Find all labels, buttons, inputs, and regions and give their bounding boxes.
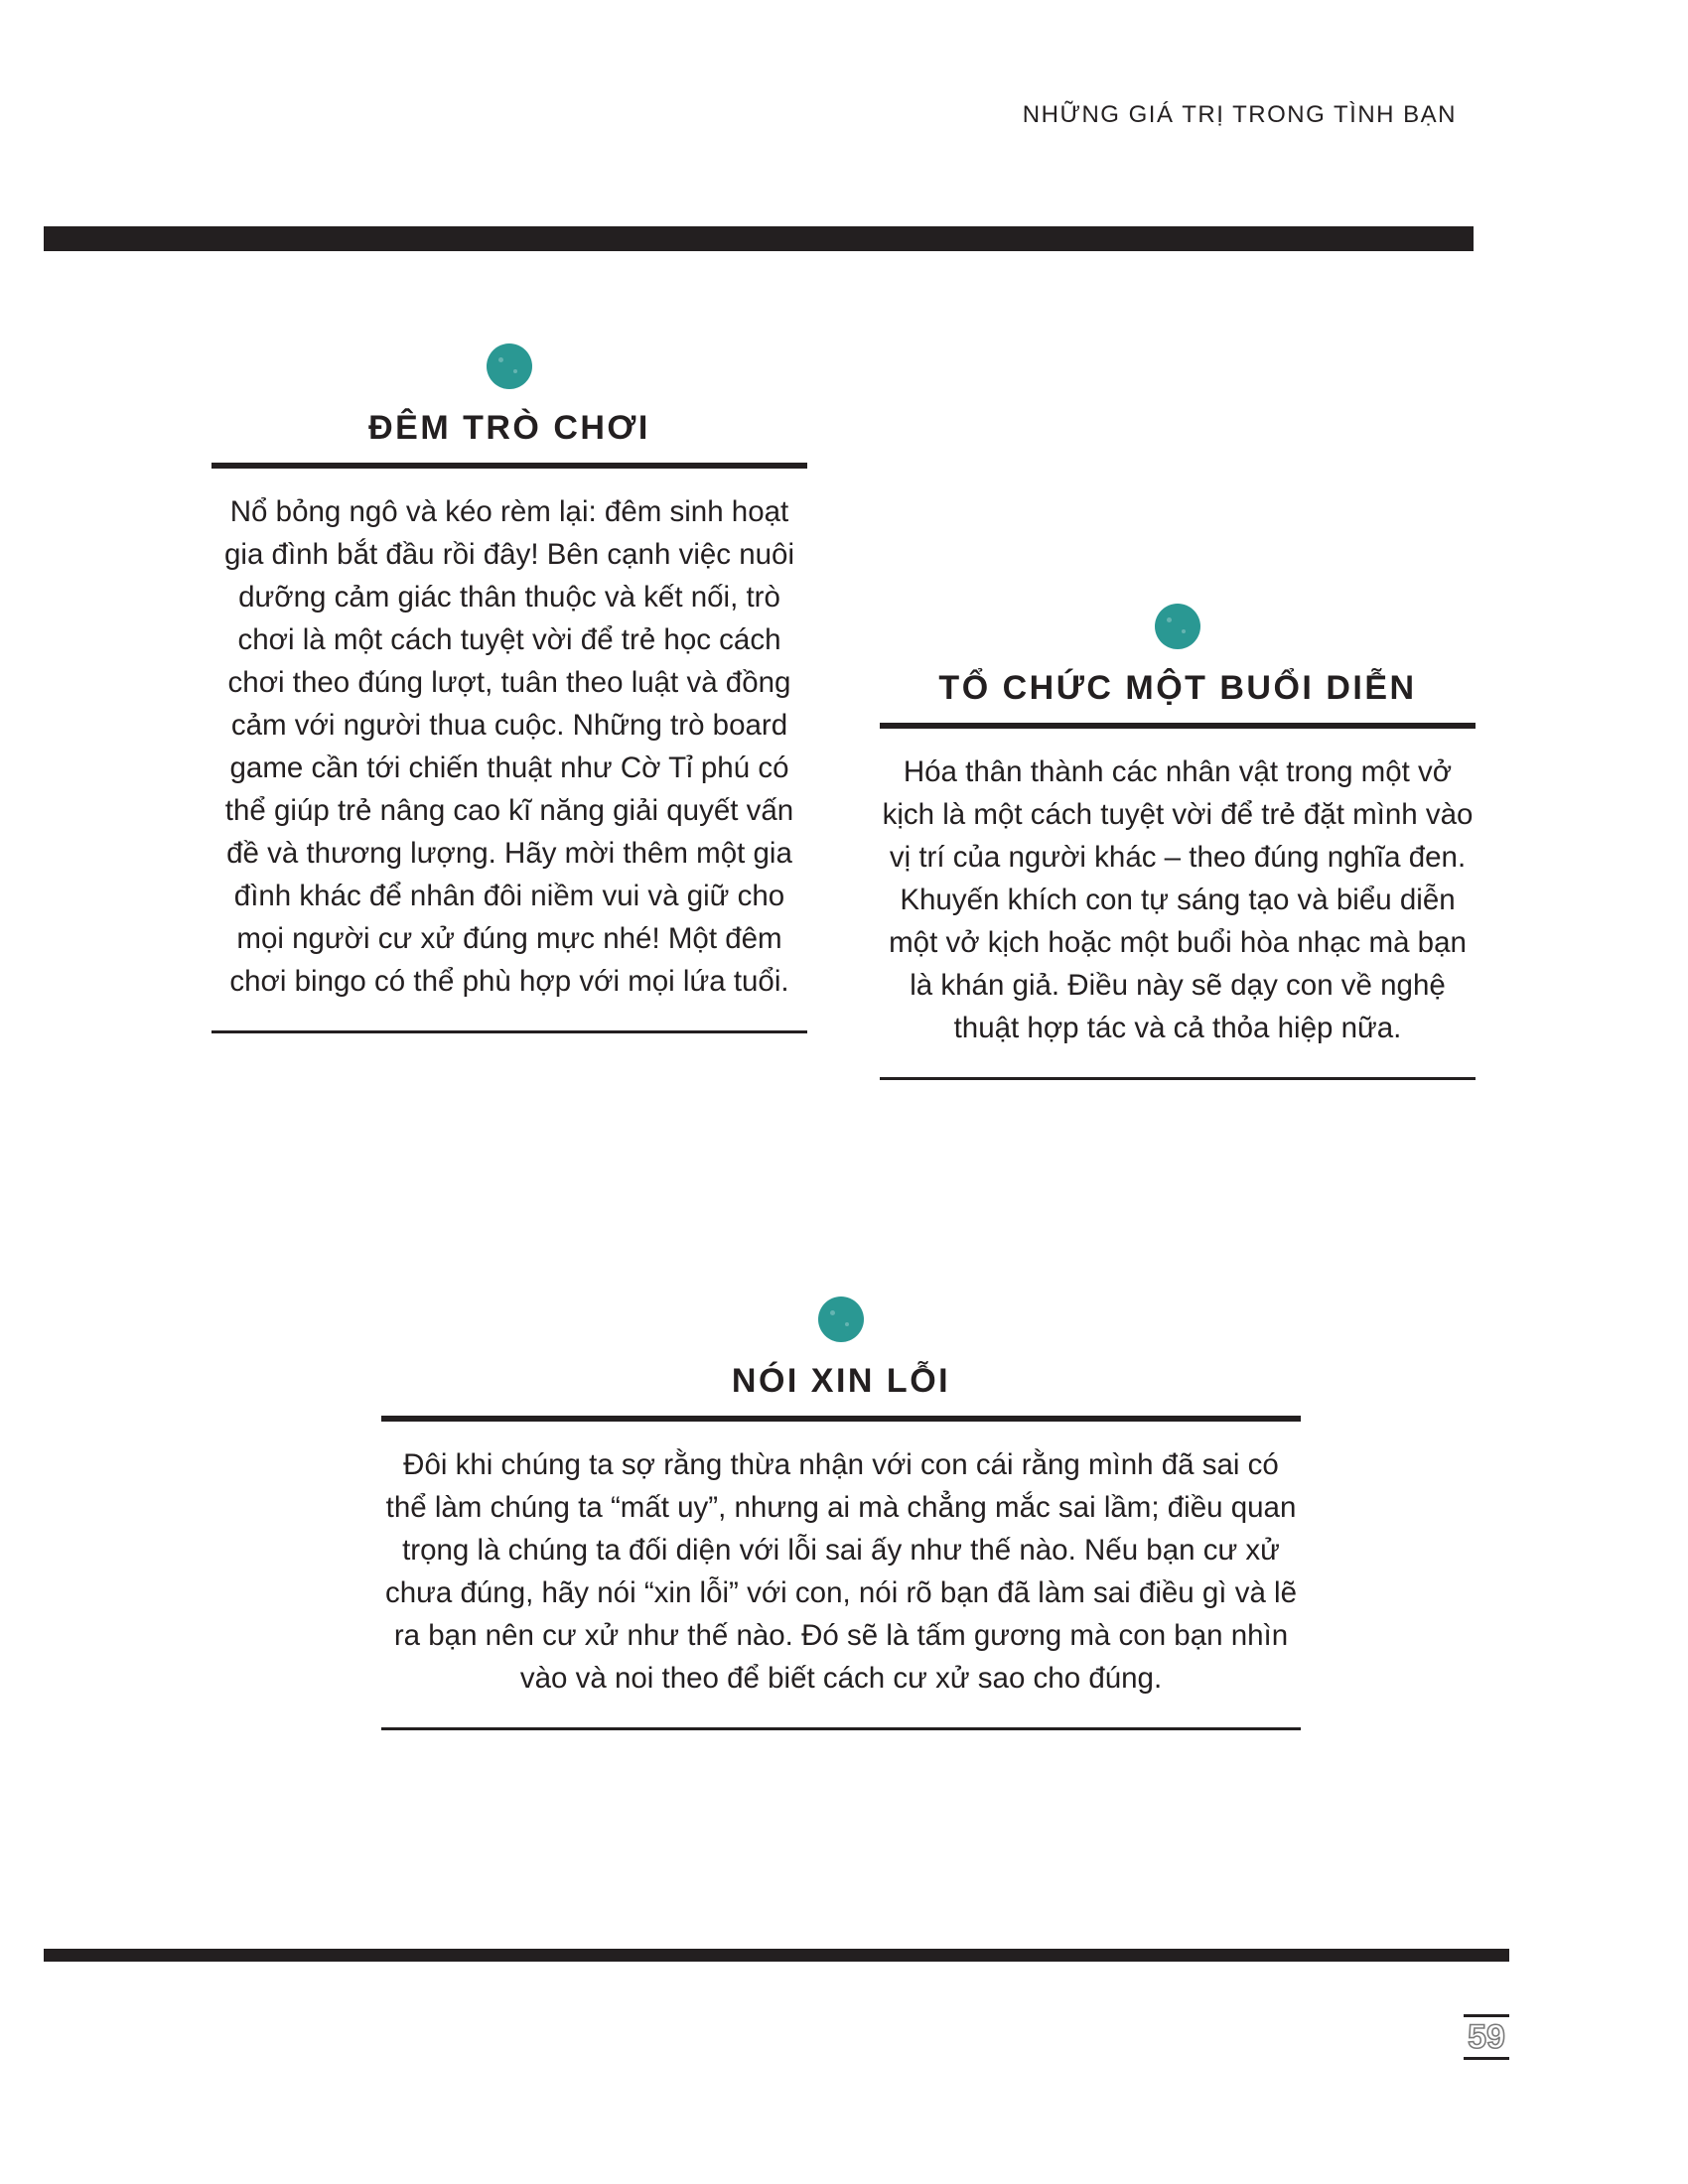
section-performance bbox=[880, 604, 1476, 1080]
section-title: TỔ CHỨC MỘT BUỔI DIỄN bbox=[880, 666, 1476, 729]
section-title: NÓI XIN LỖI bbox=[381, 1359, 1301, 1422]
teal-dot-icon bbox=[818, 1297, 864, 1342]
section-title: ĐÊM TRÒ CHƠI bbox=[211, 406, 807, 469]
section-body: Nổ bỏng ngô và kéo rèm lại: đêm sinh hoạt gia đình bắt đầu rồi đây! Bên cạnh việc nuôi dưỡng cảm giác thân thuộc và kết nối, trò chơi là một cách tuyệt vời để trẻ học cách chơi theo đúng lượt, tuân theo luật và đồng cảm với người thua cuộc. Những trò board game cần tới chiến thuật như Cờ Tỉ phú có thể giúp trẻ nâng cao kĩ năng giải quyết vấn đề và thương lượng. Hãy mời thêm một gia đình khác để nhân đôi niềm vui và giữ cho mọi người cư xử đúng mực nhé! Một đêm chơi bingo có thể phù hợp với mọi lứa tuổi. bbox=[211, 469, 807, 1033]
section-body: Đôi khi chúng ta sợ rằng thừa nhận với con cái rằng mình đã sai có thể làm chúng ta “mất uy”, nhưng ai mà chẳng mắc sai lầm; điều quan trọng là chúng ta đối diện với lỗi sai ấy như thế nào. Nếu bạn cư xử chưa đúng, hãy nói “xin lỗi” với con, nói rõ bạn đã làm sai điều gì và lẽ ra bạn nên cư xử như thế nào. Đó sẽ là tấm gương mà con bạn nhìn vào và noi theo để biết cách cư xử sao cho đúng. bbox=[381, 1422, 1301, 1730]
teal-dot-icon bbox=[1155, 604, 1200, 649]
page-number: 59 bbox=[1464, 2014, 1509, 2060]
section-apology bbox=[381, 1297, 1301, 1730]
teal-dot-icon bbox=[487, 343, 532, 389]
section-body: Hóa thân thành các nhân vật trong một vở kịch là một cách tuyệt vời để trẻ đặt mình vào vị trí của người khác – theo đúng nghĩa đen. Khuyến khích con tự sáng tạo và biểu diễn một vở kịch hoặc một buổi hòa nhạc mà bạn là khán giả. Điều này sẽ dạy con về nghệ thuật hợp tác và cả thỏa hiệp nữa. bbox=[880, 729, 1476, 1080]
section-game-night bbox=[211, 343, 807, 1033]
running-header: NHỮNG GIÁ TRỊ TRONG TÌNH BẠN bbox=[1022, 101, 1457, 128]
top-rule-bar bbox=[44, 226, 1474, 251]
bottom-rule-bar bbox=[44, 1949, 1509, 1962]
